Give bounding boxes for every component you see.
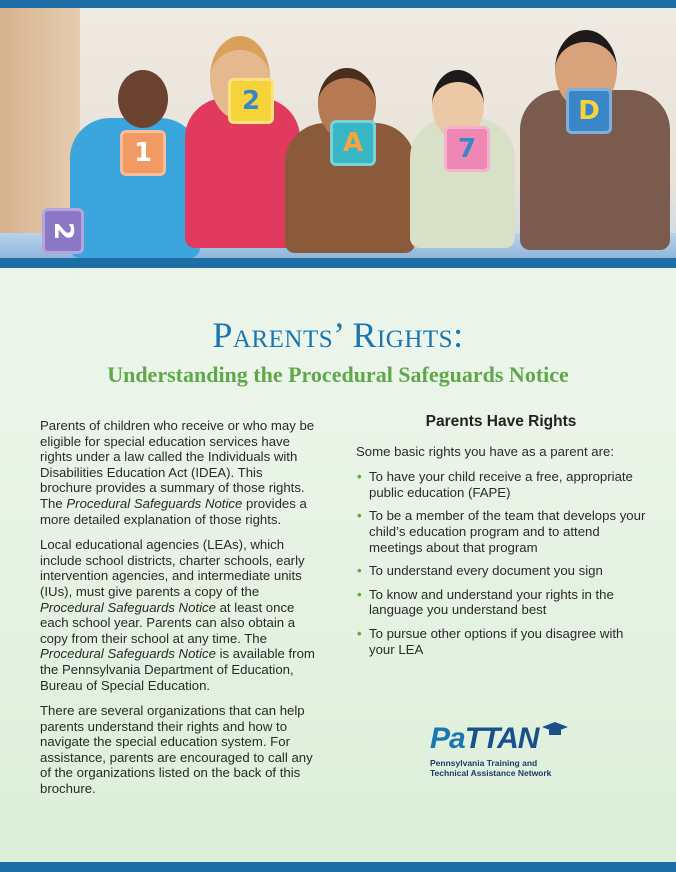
- logo-tagline: Pennsylvania Training and Technical Assistance Network: [430, 758, 552, 778]
- child-1-head: [118, 70, 168, 128]
- notice-title: Procedural Safeguards Notice: [40, 646, 216, 662]
- pattan-logo: [430, 722, 590, 782]
- children-photo: [0, 8, 676, 258]
- lea-paragraph: Local educational agencies (LEAs), which include school districts, charter schools, early intervention agencies, and intermediate units (IUs), must give parents a copy of the Procedural Safeguards Notice at least once each school year. Parents can also obtain a copy from their school at any time. The Procedural Safeguards Notice is available from the Pennsylvania Department of Education, Bureau of Special Education.: [40, 537, 315, 693]
- rights-heading: Parents Have Rights: [425, 413, 577, 430]
- right-column: [356, 414, 646, 665]
- photo-divider-bar: [0, 258, 676, 268]
- graduation-cap-icon: [542, 722, 568, 738]
- rights-intro: Some basic rights you have as a parent are:: [356, 443, 615, 459]
- organizations-paragraph: There are several organizations that can help parents understand their rights and how to navigate the special education system. For assistance, parents are encouraged to call any of the organizations listed on the back of this brochure.: [40, 703, 313, 797]
- letter-tile: D: [566, 88, 612, 134]
- letter-tile: 2: [42, 208, 84, 254]
- letter-tile: 7: [444, 126, 490, 172]
- bullet-icon: •: [357, 469, 362, 485]
- list-item: • To have your child receive a free, appropriate public education (FAPE): [357, 469, 633, 500]
- letter-tile: 1: [120, 130, 166, 176]
- list-item: • To pursue other options if you disagree with your LEA: [357, 625, 624, 657]
- list-item: • To know and understand your rights in the language you understand best: [357, 586, 614, 618]
- list-item: • To be a member of the team that develops your child’s education program and to attend meetings about that program: [357, 508, 646, 555]
- bullet-icon: •: [357, 563, 362, 579]
- page-title: Parents’ Rights:: [212, 315, 464, 355]
- notice-title: Procedural Safeguards Notice: [66, 495, 243, 511]
- bullet-icon: •: [357, 625, 362, 641]
- left-column: [40, 418, 316, 807]
- letter-tile: 2: [228, 78, 274, 124]
- logo-wordmark: PaTTAN: [430, 722, 539, 755]
- bottom-blue-bar: [0, 862, 676, 872]
- intro-paragraph: Parents of children who receive or who may be eligible for special education services have rights under a law called the Individuals with Disabilities Education Act (IDEA). This brochure provides a summary of those rights. The Procedural Safeguards Notice provides a more detailed explanation of those rights.: [40, 418, 315, 527]
- notice-title: Procedural Safeguards Notice: [40, 599, 216, 615]
- bullet-icon: •: [357, 586, 362, 602]
- bullet-icon: •: [357, 508, 362, 524]
- rights-list: [356, 469, 646, 657]
- page-subtitle: Understanding the Procedural Safeguards Notice: [107, 362, 569, 387]
- list-item: • To understand every document you sign: [357, 563, 603, 579]
- letter-tile: A: [330, 120, 376, 166]
- top-blue-bar: [0, 0, 676, 8]
